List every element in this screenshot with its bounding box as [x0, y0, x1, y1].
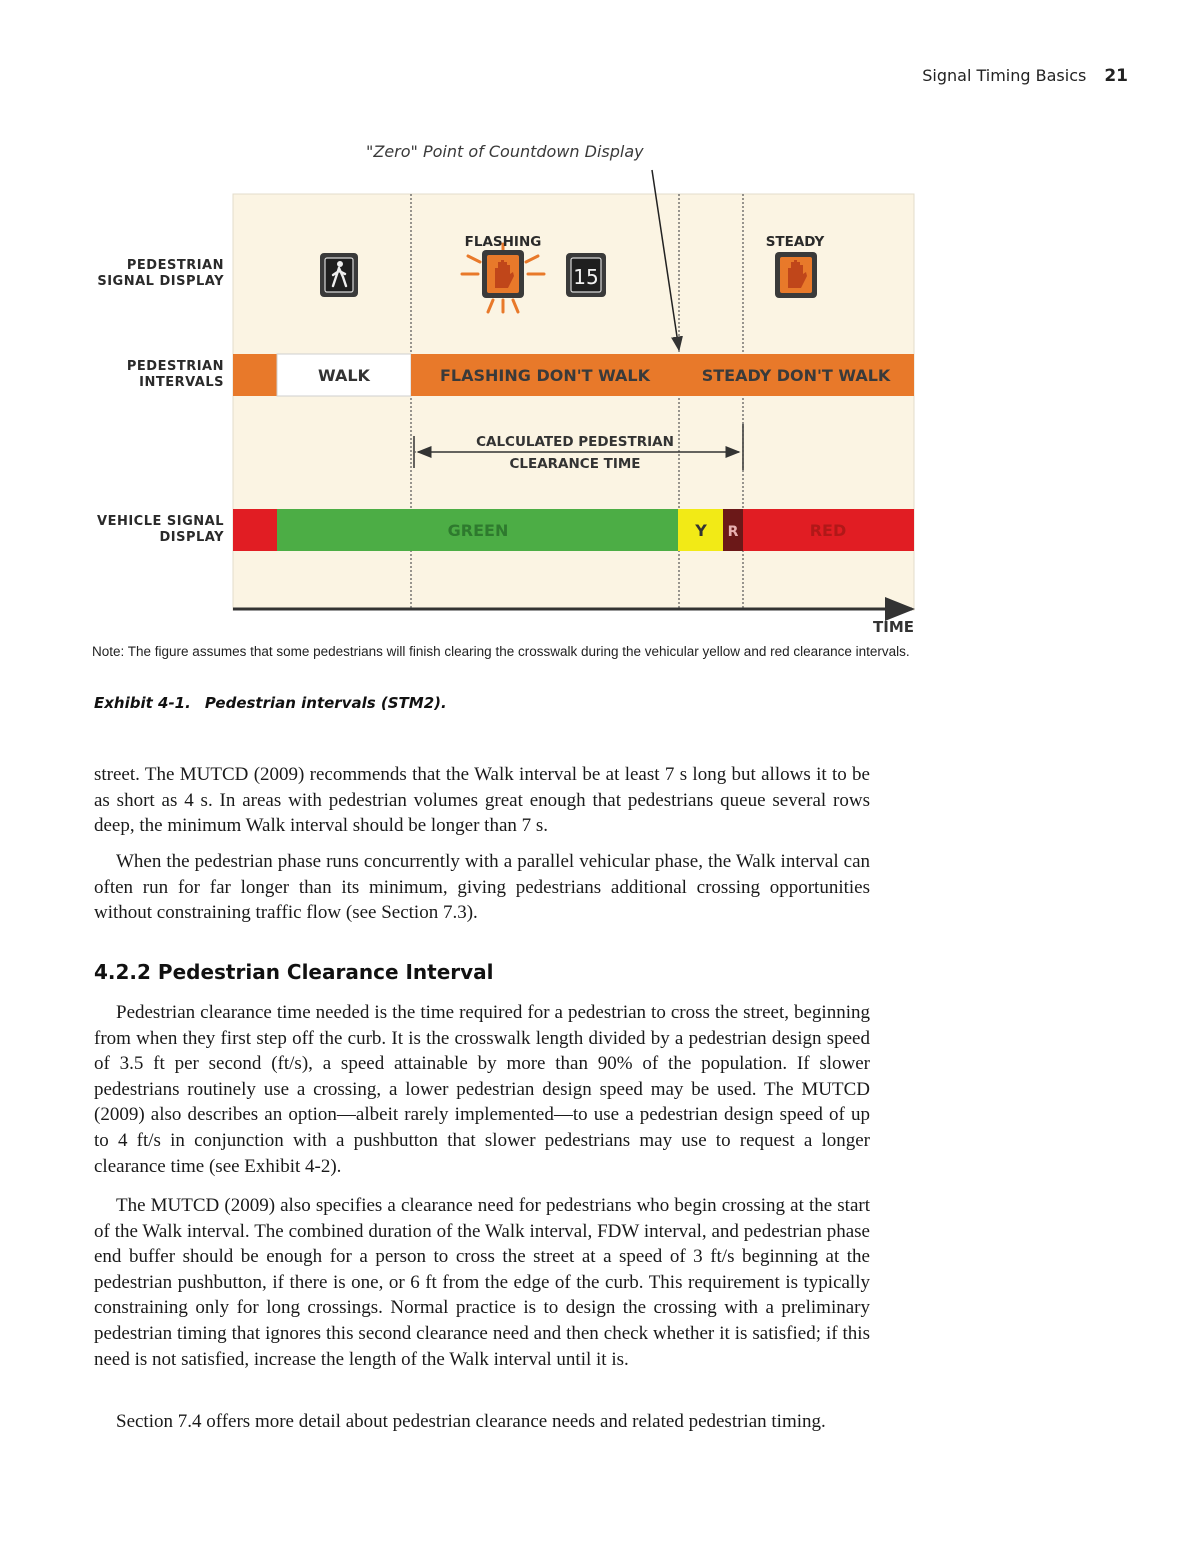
red-label: RED [809, 521, 847, 540]
pedestrian-interval-bar [233, 354, 914, 396]
fdw-interval-label: FLASHING DON'T WALK [439, 366, 651, 385]
section-heading: 4.2.2 Pedestrian Clearance Interval [94, 960, 494, 984]
walk-interval-label: WALK [318, 366, 370, 385]
exhibit-number: Exhibit 4-1. [94, 694, 191, 712]
row-label-signal-display [97, 258, 224, 290]
yellow-label: Y [695, 521, 707, 540]
row-label-line: PEDESTRIAN [126, 359, 224, 374]
paragraph-concurrent-phase: When the pedestrian phase runs concurrently with a parallel vehicular phase, the Walk interval can often run for far longer than its minimum, giving pedestrians additional crossing opportunities without constraining traffic flow (see Section 7.3). [94, 851, 870, 924]
vehicle-signal-bar [233, 509, 914, 551]
countdown-value: 15 [573, 265, 599, 289]
row-label-intervals [127, 359, 224, 391]
row-label-vehicle [97, 514, 224, 546]
flashing-label: FLASHING [464, 234, 542, 250]
pedestrian-intervals-figure [0, 0, 1200, 640]
exhibit-title: Pedestrian intervals (STM2). [204, 694, 447, 712]
figure-note: Note: The figure assumes that some pedestrians will finish clearing the crosswalk during the vehicular yellow and red clearance intervals. [92, 644, 910, 659]
red-clearance-label: R [727, 524, 739, 540]
page-number: 21 [1104, 66, 1128, 86]
countdown-display [566, 253, 606, 297]
row-label-line: SIGNAL DISPLAY [97, 274, 224, 289]
paragraph-section-reference: Section 7.4 offers more detail about pedestrian clearance needs and related pedestrian timing. [116, 1411, 826, 1432]
steady-hand-icon [775, 252, 817, 298]
clearance-label-line1: CALCULATED PEDESTRIAN [476, 434, 674, 450]
row-label-line: PEDESTRIAN [126, 258, 224, 273]
row-label-line: VEHICLE SIGNAL [97, 514, 224, 529]
time-axis-label: TIME [873, 618, 914, 636]
clearance-label-line2: CLEARANCE TIME [509, 456, 641, 472]
paragraph-continuation: street. The MUTCD (2009) recommends that the Walk interval be at least 7 s long but allows it to be as short as 4 s. In areas with pedestrian volumes great enough that pedestrians queue several rows deep, the minimum Walk interval should be longer than 7 s. [94, 764, 870, 837]
running-head-title: Signal Timing Basics [922, 66, 1087, 85]
steady-label: STEADY [765, 234, 825, 250]
walk-signal-icon [320, 253, 358, 297]
row-label-line: DISPLAY [159, 530, 224, 545]
green-label: GREEN [447, 521, 509, 540]
row-label-line: INTERVALS [139, 375, 224, 390]
paragraph-clearance-time: Pedestrian clearance time needed is the time required for a pedestrian to cross the street, beginning from when they first step off the curb. It is the crosswalk length divided by a pedestrian design speed of 3.5 ft per second (ft/s), a speed attainable by more than 90% of the population. If slower pedestrians routinely use a crossing, a lower pedestrian design speed may be used. The MUTCD (2009) also describes an option—albeit rarely implemented—to use a pedestrian design speed of up to 4 ft/s in conjunction with a pushbutton that slower pedestrians may use to request a longer clearance time (see Exhibit 4-2). [94, 1002, 870, 1177]
zero-point-label: "Zero" Point of Countdown Display [366, 142, 644, 161]
paragraph-clearance-need: The MUTCD (2009) also specifies a clearance need for pedestrians who begin crossing at the start of the Walk interval. The combined duration of the Walk interval, FDW interval, and pedestrian phase end buffer should be enough for a person to cross the street at a speed of 3 ft/s beginning at the pedestrian pushbutton, if there is one, or 6 ft from the edge of the curb. This requirement is typically constraining only for long crossings. Normal practice is to design the crossing with a preliminary pedestrian timing that ignores this second clearance need and then check whether it is satisfied; if this need is not satisfied, increase the length of the Walk interval until it is. [94, 1195, 870, 1370]
exhibit-caption [94, 694, 447, 712]
sdw-interval-label: STEADY DON'T WALK [701, 366, 891, 385]
